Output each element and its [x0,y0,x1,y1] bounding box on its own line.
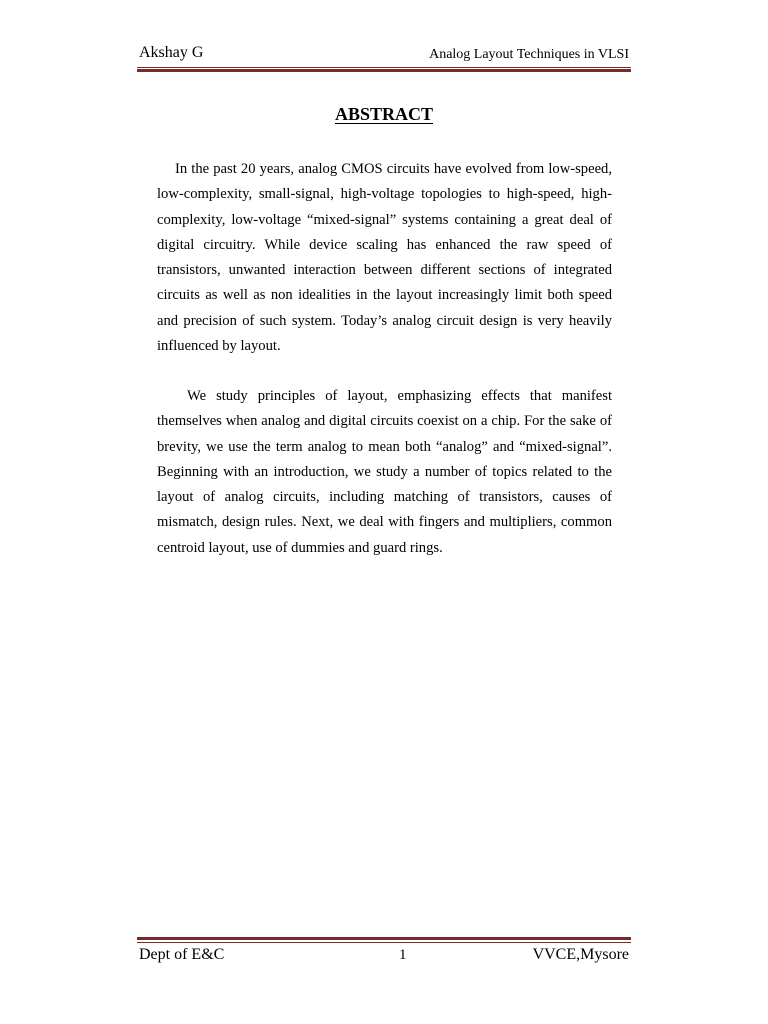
page-header [137,44,631,66]
header-rule-thick [137,69,631,72]
header-author: Akshay G [139,44,204,61]
page-number: 1 [399,947,407,963]
abstract-paragraph-2: We study principles of layout, emphasizing effects that manifest themselves when analog and digital circuits coexist on a chip. For the sake of brevity, we use the term analog to mean both “analog” and “mixed-signal”. Beginning with an introduction, we study a number of topics related to the layout of analog circuits, including matching of transistors, causes of mismatch, design rules. Next, we deal with fingers and multipliers, common centroid layout, use of dummies and guard rings. [157,388,612,556]
footer-rule-thick [137,937,631,940]
page-footer [137,946,631,968]
page-title: ABSTRACT [334,104,434,124]
footer-institution: VVCE,Mysore [532,946,629,963]
header-rule-thin [137,67,631,68]
footer-rule-thin [137,942,631,943]
footer-department: Dept of E&C [139,946,225,963]
abstract-paragraph-1: In the past 20 years, analog CMOS circuits have evolved from low-speed, low-complexity, small-signal, high-voltage topologies to high-speed, high-complexity, low-voltage “mixed-signal” systems containing a great deal of digital circuitry. While device scaling has enhanced the raw speed of transistors, unwanted interaction between different sections of integrated circuits as well as non idealities in the layout increasingly limit both speed and precision of such system. Today’s analog circuit design is very heavily influenced by layout. [157,161,612,355]
header-document-title: Analog Layout Techniques in VLSI [429,47,629,62]
